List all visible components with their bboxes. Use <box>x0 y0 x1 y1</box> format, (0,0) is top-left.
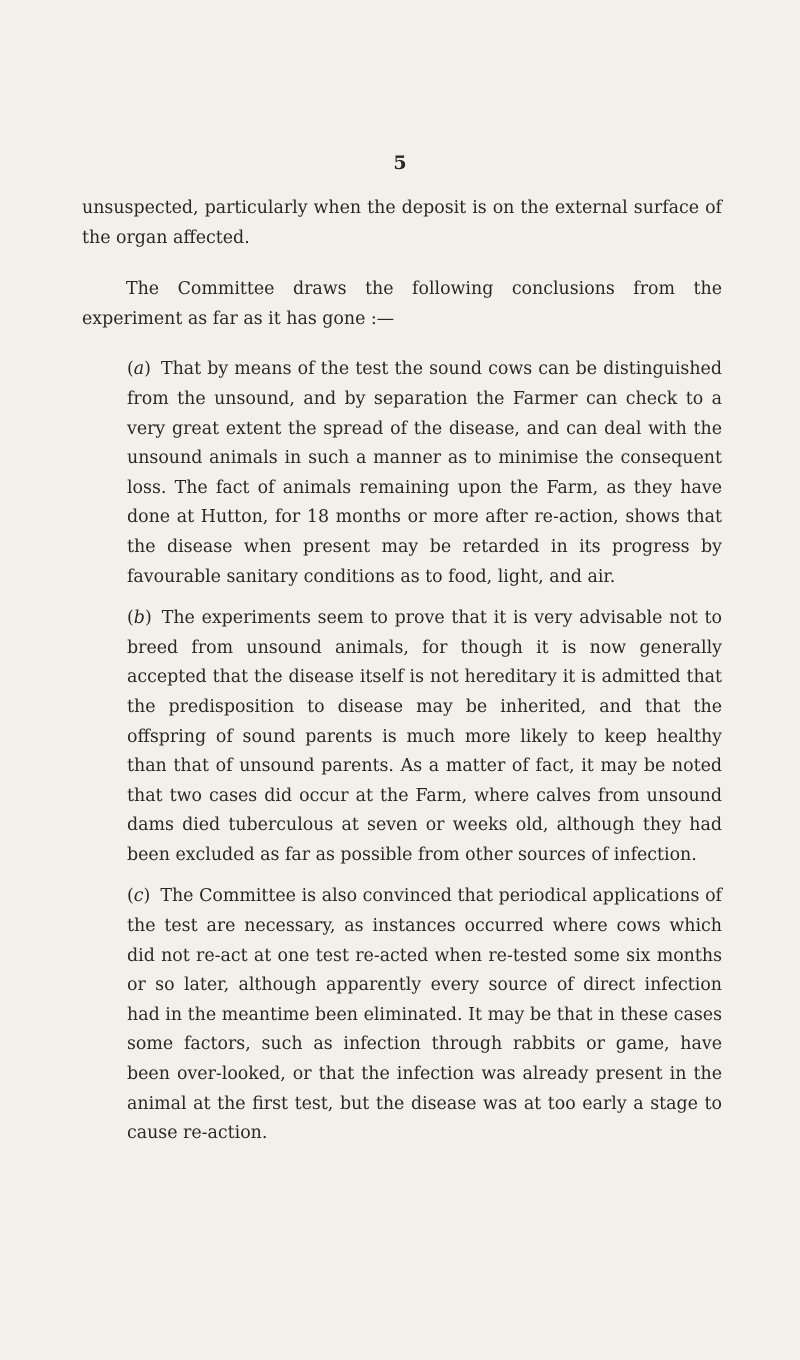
conclusion-item-b <box>127 604 722 870</box>
item-text-b: The experiments seem to prove that it is very advisable not to breed from unsound animals, for though it is now generally accepted that the disease itself is not hereditary it is admitted that the predisposition to disease may be inherited, and that the offspring of sound parents is much more likely to keep healthy than that of unsound parents. As a matter of fact, it may be noted that two cases did occur at the Farm, where calves from unsound dams died tuberculous at seven or weeks old, although they had been excluded as far as possible from other sources of infection. <box>127 608 722 865</box>
item-text-a: That by means of the test the sound cows can be distinguished from the unsound, and by separation the Farmer can check to a very great extent the spread of the disease, and can deal with the unsound animals in such a manner as to minimise the consequent loss. The fact of animals remaining upon the Farm, as they have done at Hutton, for 18 months or more after re-action, shows that the disease when present may be retarded in its progress by favourable sanitary conditions as to food, light, and air. <box>127 359 722 587</box>
item-marker-a: (a) <box>127 359 151 380</box>
conclusion-item-c <box>127 882 722 1148</box>
page-number: 5 <box>393 152 407 174</box>
continued-paragraph: unsuspected, particularly when the deposit is on the external surface of the organ affected. <box>82 198 722 248</box>
body-text-block <box>82 194 722 1161</box>
intro-paragraph: The Committee draws the following conclusions from the experiment as far as it has gone :— <box>82 279 722 329</box>
item-text-c: The Committee is also convinced that periodical applications of the test are necessary, as instances occurred where cows which did not re-act at one test re-acted when re-tested some six months or so later, although apparently every source of direct infection had in the meantime been eliminated. It may be that in these cases some factors, such as infection through rabbits or game, have been over-looked, or that the infection was already present in the animal at the first test, but the disease was at too early a stage to cause re-action. <box>127 886 722 1144</box>
item-marker-c: (c) <box>127 886 151 907</box>
conclusion-item-a <box>127 355 722 592</box>
item-marker-b: (b) <box>127 608 152 629</box>
